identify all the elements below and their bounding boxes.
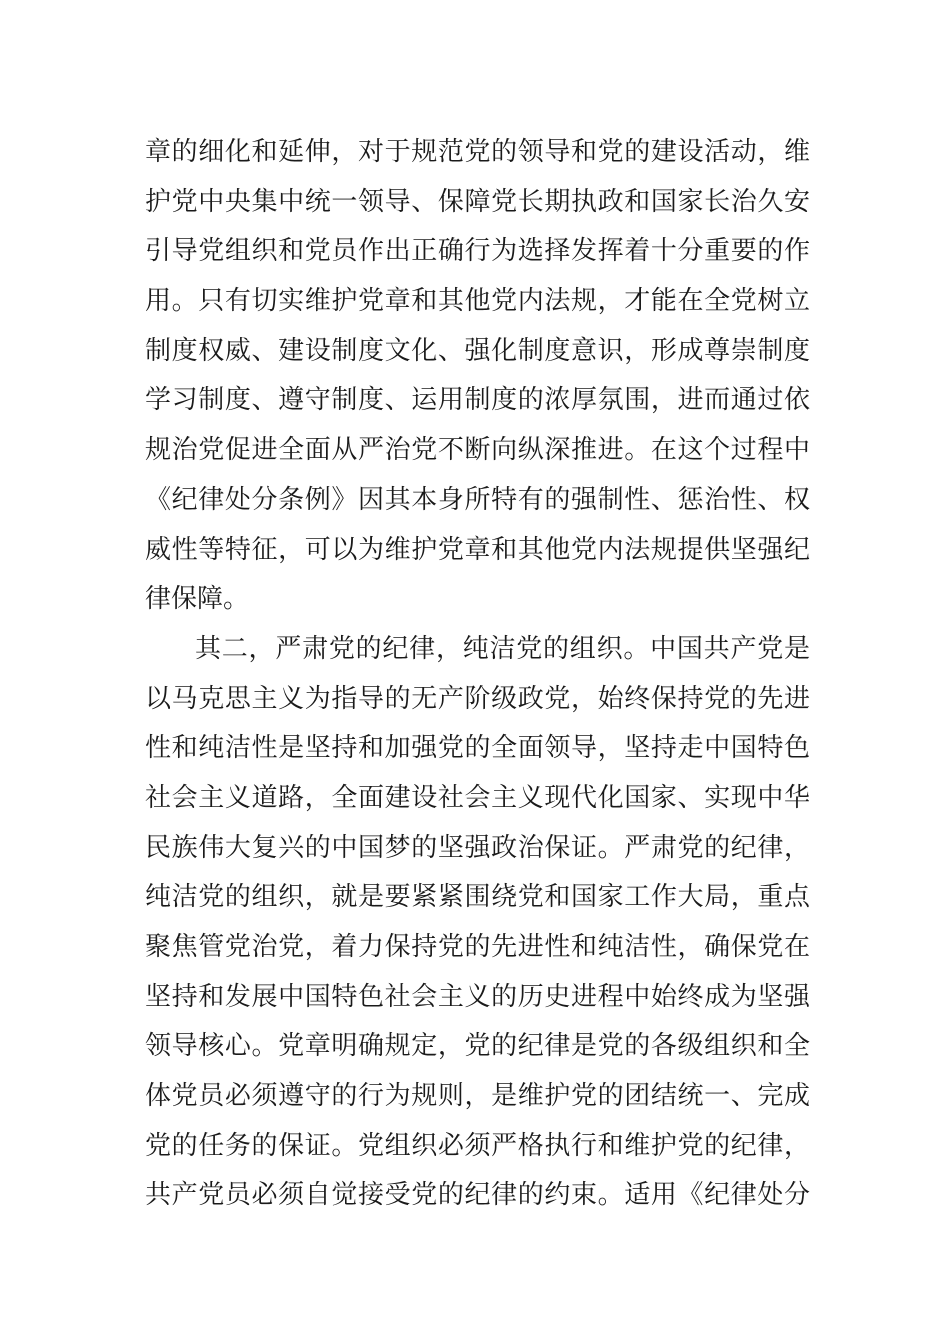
text-line: 党的任务的保证。党组织必须严格执行和维护党的纪律，: [145, 1130, 810, 1161]
text-line: 性和纯洁性是坚持和加强党的全面领导，坚持走中国特色: [145, 733, 810, 764]
paragraph-start-line: 其二，严肃党的纪律，纯洁党的组织。中国共产党是: [195, 633, 810, 664]
text-line: 坚持和发展中国特色社会主义的历史进程中始终成为坚强: [145, 981, 810, 1012]
text-line: 引导党组织和党员作出正确行为选择发挥着十分重要的作: [145, 236, 810, 267]
text-line: 社会主义道路，全面建设社会主义现代化国家、实现中华: [145, 782, 810, 813]
text-line: 护党中央集中统一领导、保障党长期执政和国家长治久安: [145, 186, 810, 217]
body-text: [145, 128, 810, 1221]
paragraph-end-line: 律保障。: [145, 584, 250, 615]
text-line: 纯洁党的组织，就是要紧紧围绕党和国家工作大局，重点: [145, 882, 810, 913]
text-line: 威性等特征，可以为维护党章和其他党内法规提供坚强纪: [145, 534, 810, 565]
text-line: 《纪律处分条例》因其本身所特有的强制性、惩治性、权: [145, 484, 810, 515]
text-line: 民族伟大复兴的中国梦的坚强政治保证。严肃党的纪律，: [145, 832, 810, 863]
text-line: 体党员必须遵守的行为规则，是维护党的团结统一、完成: [145, 1081, 810, 1112]
text-line: 规治党促进全面从严治党不断向纵深推进。在这个过程中: [145, 435, 810, 466]
text-line: 学习制度、遵守制度、运用制度的浓厚氛围，进而通过依: [145, 385, 810, 416]
text-line: 章的细化和延伸，对于规范党的领导和党的建设活动，维: [145, 137, 810, 167]
text-line: 用。只有切实维护党章和其他党内法规，才能在全党树立: [145, 286, 810, 317]
text-line: 共产党员必须自觉接受党的纪律的约束。适用《纪律处分: [145, 1180, 810, 1211]
text-line: 以马克思主义为指导的无产阶级政党，始终保持党的先进: [145, 683, 810, 714]
text-line: 领导核心。党章明确规定，党的纪律是党的各级组织和全: [145, 1031, 810, 1062]
text-line: 聚焦管党治党，着力保持党的先进性和纯洁性，确保党在: [145, 932, 810, 962]
text-line: 制度权威、建设制度文化、强化制度意识，形成尊崇制度: [145, 335, 810, 366]
